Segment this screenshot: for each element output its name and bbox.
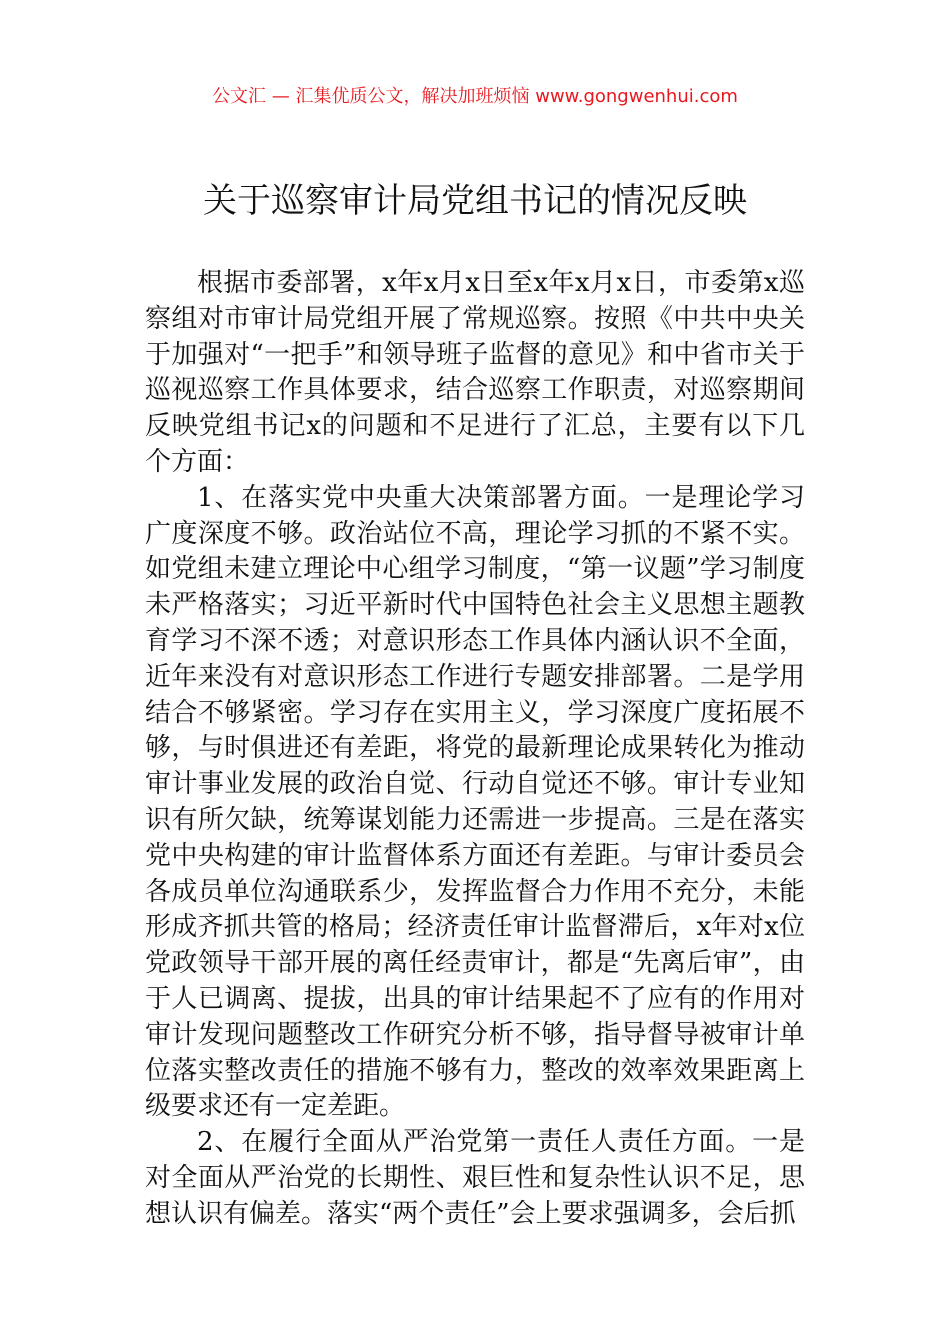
paragraph-section-1: 1、在落实党中央重大决策部署方面。一是理论学习广度深度不够。政治站位不高，理论学习抓的不紧不实。如党组未建立理论中心组学习制度，“第一议题”学习制度未严格落实；习近平新时代中国特色社会主义思想主题教育学习不深不透；对意识形态工作具体内涵认识不全面，近年来没有对意识形态工作进行专题安排部署。二是学用结合不够紧密。学习存在实用主义，学习深度广度拓展不够，与时俱进还有差距，将党的最新理论成果转化为推动审计事业发展的政治自觉、行动自觉还不够。审计专业知识有所欠缺，统筹谋划能力还需进一步提高。三是在落实党中央构建的审计监督体系方面还有差距。与审计委员会各成员单位沟通联系少，发挥监督合力作用不充分，未能形成齐抓共管的格局；经济责任审计监督滞后，x年对x位党政领导干部开展的离任经责审计，都是“先离后审”，由于人已调离、提拔，出具的审计结果起不了应有的作用对审计发现问题整改工作研究分析不够，指导督导被审计单位落实整改责任的措施不够有力，整改的效率效果距离上级要求还有一定差距。 — [145, 482, 805, 1122]
header-banner[interactable]: 公文汇 — 汇集优质公文，解决加班烦恼 www.gongwenhui.com — [212, 86, 738, 107]
paragraph-section-2: 2、在履行全面从严治党第一责任人责任方面。一是对全面从严治党的长期性、艰巨性和复杂性认识不足，思想认识有偏差。落实“两个责任”会上要求强调多，会后抓 — [145, 1127, 805, 1229]
document-title: 关于巡察审计局党组书记的情况反映 — [203, 181, 747, 221]
paragraph-intro: 根据市委部署，x年x月x日至x年x月x日，市委第x巡察组对市审计局党组开展了常规巡察。按照《中共中央关于加强对“一把手”和领导班子监督的意见》和中省市关于巡视巡察工作具体要求，结合巡察工作职责，对巡察期间反映党组书记x的问题和不足进行了汇总，主要有以下几个方面： — [145, 268, 805, 477]
document-body — [145, 266, 805, 1233]
